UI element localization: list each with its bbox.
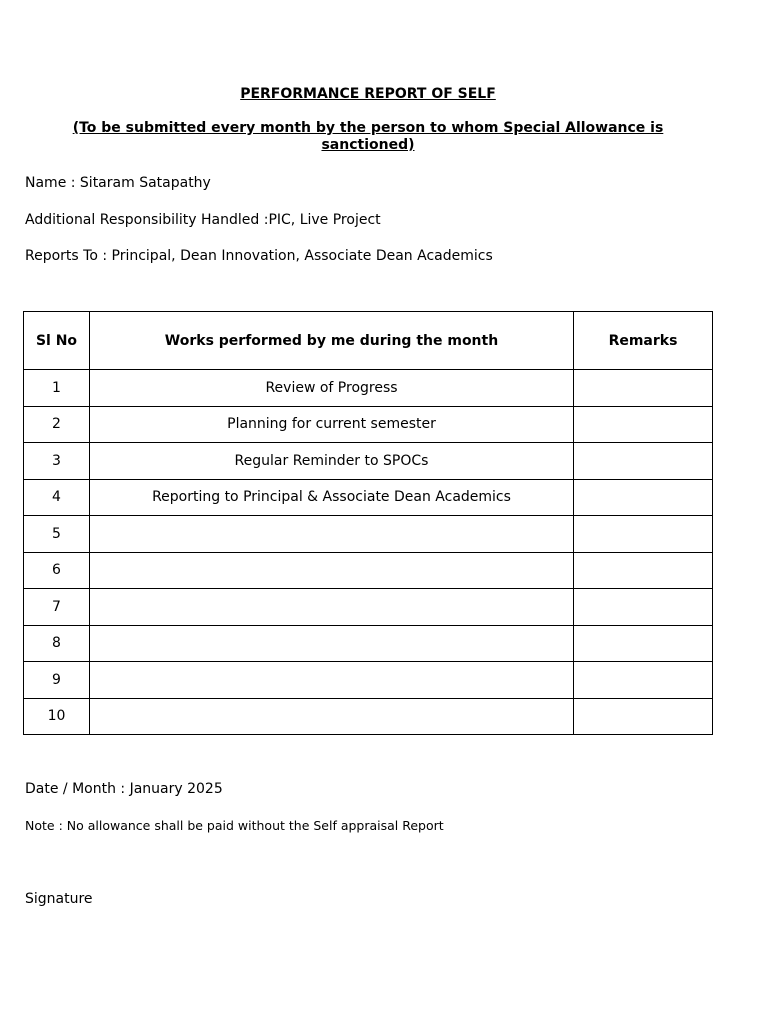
work-cell	[90, 662, 574, 699]
work-cell	[90, 552, 574, 589]
remarks-cell	[574, 370, 713, 407]
sl-no-cell: 1	[24, 370, 90, 407]
page-subtitle: (To be submitted every month by the person to whom Special Allowance is sanctioned)	[72, 120, 664, 153]
work-cell: Reporting to Principal & Associate Dean Academics	[90, 479, 574, 516]
table-row	[24, 406, 713, 443]
table-body	[24, 370, 713, 735]
remarks-cell	[574, 443, 713, 480]
remarks-cell	[574, 479, 713, 516]
page-title: PERFORMANCE REPORT OF SELF	[240, 86, 496, 102]
sl-no-cell: 9	[24, 662, 90, 699]
remarks-cell	[574, 406, 713, 443]
reports-to-line: Reports To : Principal, Dean Innovation, Associate Dean Academics	[25, 248, 493, 264]
work-cell	[90, 516, 574, 553]
note-line: Note : No allowance shall be paid without the Self appraisal Report	[25, 818, 444, 833]
sl-no-cell: 5	[24, 516, 90, 553]
responsibility-line: Additional Responsibility Handled :PIC, Live Project	[25, 212, 381, 228]
remarks-cell	[574, 625, 713, 662]
sl-no-cell: 7	[24, 589, 90, 626]
sl-no-cell: 10	[24, 698, 90, 735]
table-row	[24, 370, 713, 407]
date-month-line: Date / Month : January 2025	[25, 781, 223, 797]
remarks-cell	[574, 589, 713, 626]
remarks-cell	[574, 552, 713, 589]
sl-no-cell: 3	[24, 443, 90, 480]
header-remarks: Remarks	[574, 312, 713, 370]
table-row	[24, 443, 713, 480]
table-header-row	[24, 312, 713, 370]
header-sl-no: Sl No	[24, 312, 90, 370]
remarks-cell	[574, 516, 713, 553]
table-row	[24, 552, 713, 589]
work-cell	[90, 625, 574, 662]
header-works: Works performed by me during the month	[90, 312, 574, 370]
works-table	[23, 311, 713, 735]
table-row	[24, 516, 713, 553]
work-cell	[90, 589, 574, 626]
table-row	[24, 662, 713, 699]
work-cell: Planning for current semester	[90, 406, 574, 443]
work-cell: Regular Reminder to SPOCs	[90, 443, 574, 480]
sl-no-cell: 4	[24, 479, 90, 516]
signature-label: Signature	[25, 891, 93, 907]
remarks-cell	[574, 662, 713, 699]
sl-no-cell: 6	[24, 552, 90, 589]
table-row	[24, 479, 713, 516]
work-cell	[90, 698, 574, 735]
remarks-cell	[574, 698, 713, 735]
table-row	[24, 698, 713, 735]
sl-no-cell: 8	[24, 625, 90, 662]
table-row	[24, 589, 713, 626]
name-line: Name : Sitaram Satapathy	[25, 175, 211, 191]
work-cell: Review of Progress	[90, 370, 574, 407]
table-row	[24, 625, 713, 662]
sl-no-cell: 2	[24, 406, 90, 443]
